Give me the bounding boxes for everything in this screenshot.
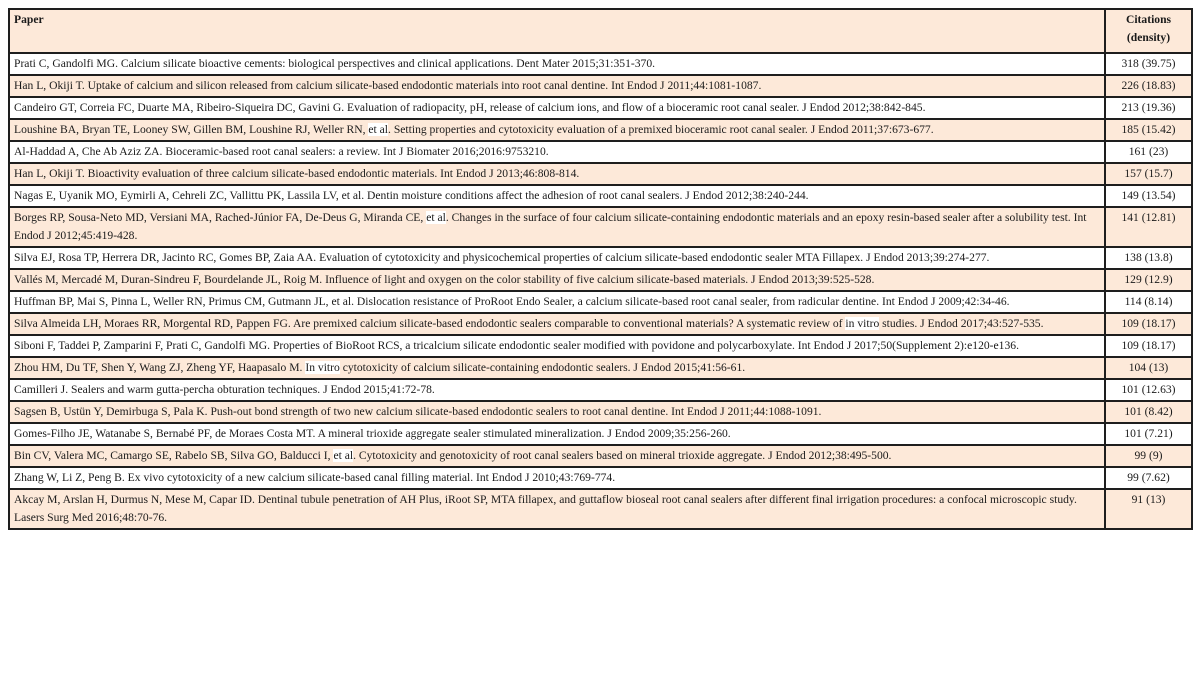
table-row: [9, 247, 1192, 269]
table-row: [9, 467, 1192, 489]
table-row: [9, 401, 1192, 423]
citations-cell: 101 (7.21): [1105, 423, 1192, 445]
table-row: [9, 119, 1192, 141]
paper-cell: Zhang W, Li Z, Peng B. Ex vivo cytotoxicity of a new calcium silicate-based canal filling material. Int Endod J 2010;43:769-774.: [9, 467, 1105, 489]
table-row: [9, 269, 1192, 291]
citations-cell: 109 (18.17): [1105, 313, 1192, 335]
highlighted-term: et al: [426, 211, 446, 224]
citations-cell: 157 (15.7): [1105, 163, 1192, 185]
citations-header-sublabel: (density): [1126, 31, 1171, 44]
paper-cell: Huffman BP, Mai S, Pinna L, Weller RN, Primus CM, Gutmann JL, et al. Dislocation resistance of ProRoot Endo Sealer, a calcium silicate-based root canal sealer, from radicular dentine. Int Endod J 2009;42:34-46.: [9, 291, 1105, 313]
citations-cell: 104 (13): [1105, 357, 1192, 379]
highlighted-term: et al: [333, 449, 354, 462]
citations-cell: 114 (8.14): [1105, 291, 1192, 313]
citations-column-header: [1105, 9, 1192, 53]
paper-text-start: Zhou HM, Du TF, Shen Y, Wang ZJ, Zheng YF, Haapasalo M.: [14, 361, 306, 374]
citations-cell: 109 (18.17): [1105, 335, 1192, 357]
paper-cell: Akcay M, Arslan H, Durmus N, Mese M, Capar ID. Dentinal tubule penetration of AH Plus, iRoot SP, MTA fillapex, and guttaflow bioseal root canal sealers after different final irrigation procedures: a confocal microscopic study. Lasers Surg Med 2016;48:70-76.: [9, 489, 1105, 529]
paper-cell: [9, 207, 1105, 247]
table-row: [9, 75, 1192, 97]
paper-cell: Han L, Okiji T. Uptake of calcium and silicon released from calcium silicate-based endodontic materials into root canal dentine. Int Endod J 2011;44:1081-1087.: [9, 75, 1105, 97]
citations-cell: 91 (13): [1105, 489, 1192, 529]
paper-cell: Vallés M, Mercadé M, Duran-Sindreu F, Bourdelande JL, Roig M. Influence of light and oxygen on the color stability of five calcium silicate-based materials. J Endod 2013;39:525-528.: [9, 269, 1105, 291]
table-row: [9, 335, 1192, 357]
paper-text-end: . Cytotoxicity and genotoxicity of root canal sealers based on mineral trioxide aggregate. J Endod 2012;38:495-500.: [353, 449, 892, 462]
table-row: [9, 379, 1192, 401]
table-row: [9, 207, 1192, 247]
table-row: [9, 163, 1192, 185]
paper-cell: Siboni F, Taddei P, Zamparini F, Prati C, Gandolfi MG. Properties of BioRoot RCS, a tricalcium silicate endodontic sealer modified with povidone and polycarboxylate. Int Endod J 2017;50(Supplement 2):e120-e136.: [9, 335, 1105, 357]
table-row: [9, 313, 1192, 335]
highlighted-term: In vitro: [305, 361, 340, 374]
paper-cell: [9, 119, 1105, 141]
paper-cell: Gomes-Filho JE, Watanabe S, Bernabé PF, de Moraes Costa MT. A mineral trioxide aggregate sealer stimulated mineralization. J Endod 2009;35:256-260.: [9, 423, 1105, 445]
paper-column-header: Paper: [9, 9, 1105, 53]
table-row: [9, 423, 1192, 445]
paper-cell: [9, 445, 1105, 467]
paper-cell: Silva EJ, Rosa TP, Herrera DR, Jacinto RC, Gomes BP, Zaia AA. Evaluation of cytotoxicity and physicochemical properties of calcium silicate-based endodontic sealer MTA Fillapex. J Endod 2013;39:274-277.: [9, 247, 1105, 269]
paper-cell: Candeiro GT, Correia FC, Duarte MA, Ribeiro-Siqueira DC, Gavini G. Evaluation of radiopacity, pH, release of calcium ions, and flow of a bioceramic root canal sealer. J Endod 2012;38:842-845.: [9, 97, 1105, 119]
paper-text-end: . Changes in the surface of four calcium silicate-containing endodontic materials and an epoxy resin-based sealer after a solubility test. Int Endod J 2012;45:419-428.: [14, 211, 1087, 242]
paper-cell: Al-Haddad A, Che Ab Aziz ZA. Bioceramic-based root canal sealers: a review. Int J Biomater 2016;2016:9753210.: [9, 141, 1105, 163]
table-row: [9, 185, 1192, 207]
paper-cell: Han L, Okiji T. Bioactivity evaluation of three calcium silicate-based endodontic materials. Int Endod J 2013;46:808-814.: [9, 163, 1105, 185]
paper-text-end: . Setting properties and cytotoxicity evaluation of a premixed bioceramic root canal sealer. J Endod 2011;37:673-677.: [388, 123, 934, 136]
paper-text-end: studies. J Endod 2017;43:527-535.: [879, 317, 1044, 330]
citations-cell: 149 (13.54): [1105, 185, 1192, 207]
citations-table: [8, 8, 1193, 530]
citations-cell: 99 (9): [1105, 445, 1192, 467]
citations-cell: 226 (18.83): [1105, 75, 1192, 97]
citations-cell: 185 (15.42): [1105, 119, 1192, 141]
paper-cell: Prati C, Gandolfi MG. Calcium silicate bioactive cements: biological perspectives and clinical applications. Dent Mater 2015;31:351-370.: [9, 53, 1105, 75]
citations-cell: 101 (8.42): [1105, 401, 1192, 423]
paper-text-end: cytotoxicity of calcium silicate-containing endodontic sealers. J Endod 2015;41:56-61.: [339, 361, 746, 374]
paper-text-start: Silva Almeida LH, Moraes RR, Morgental RD, Pappen FG. Are premixed calcium silicate-based endodontic sealers comparable to conventional materials? A systematic review of: [14, 317, 846, 330]
table-row: [9, 357, 1192, 379]
paper-cell: [9, 357, 1105, 379]
citations-cell: 161 (23): [1105, 141, 1192, 163]
table-row: [9, 291, 1192, 313]
citations-cell: 138 (13.8): [1105, 247, 1192, 269]
citations-cell: 101 (12.63): [1105, 379, 1192, 401]
citations-cell: 129 (12.9): [1105, 269, 1192, 291]
citations-table-page: [8, 8, 1191, 530]
citations-cell: 99 (7.62): [1105, 467, 1192, 489]
table-row: [9, 141, 1192, 163]
citations-cell: 318 (39.75): [1105, 53, 1192, 75]
highlighted-term: in vitro: [845, 317, 880, 330]
paper-cell: Nagas E, Uyanik MO, Eymirli A, Cehreli ZC, Vallittu PK, Lassila LV, et al. Dentin moisture conditions affect the adhesion of root canal sealers. J Endod 2012;38:240-244.: [9, 185, 1105, 207]
citations-cell: 213 (19.36): [1105, 97, 1192, 119]
table-row: [9, 97, 1192, 119]
header-row: [9, 9, 1192, 53]
paper-text-start: Borges RP, Sousa-Neto MD, Versiani MA, Rached-Júnior FA, De-Deus G, Miranda CE,: [14, 211, 427, 224]
paper-text-start: Loushine BA, Bryan TE, Looney SW, Gillen BM, Loushine RJ, Weller RN,: [14, 123, 369, 136]
citations-cell: 141 (12.81): [1105, 207, 1192, 247]
table-row: [9, 53, 1192, 75]
highlighted-term: et al: [368, 123, 389, 136]
citations-header-label: Citations: [1125, 13, 1172, 26]
paper-text-start: Bin CV, Valera MC, Camargo SE, Rabelo SB, Silva GO, Balducci I,: [14, 449, 334, 462]
paper-cell: [9, 313, 1105, 335]
table-row: [9, 489, 1192, 529]
paper-cell: Sagsen B, Ustün Y, Demirbuga S, Pala K. Push-out bond strength of two new calcium silicate-based endodontic sealers to root canal dentine. Int Endod J 2011;44:1088-1091.: [9, 401, 1105, 423]
paper-cell: Camilleri J. Sealers and warm gutta-percha obturation techniques. J Endod 2015;41:72-78.: [9, 379, 1105, 401]
table-row: [9, 445, 1192, 467]
